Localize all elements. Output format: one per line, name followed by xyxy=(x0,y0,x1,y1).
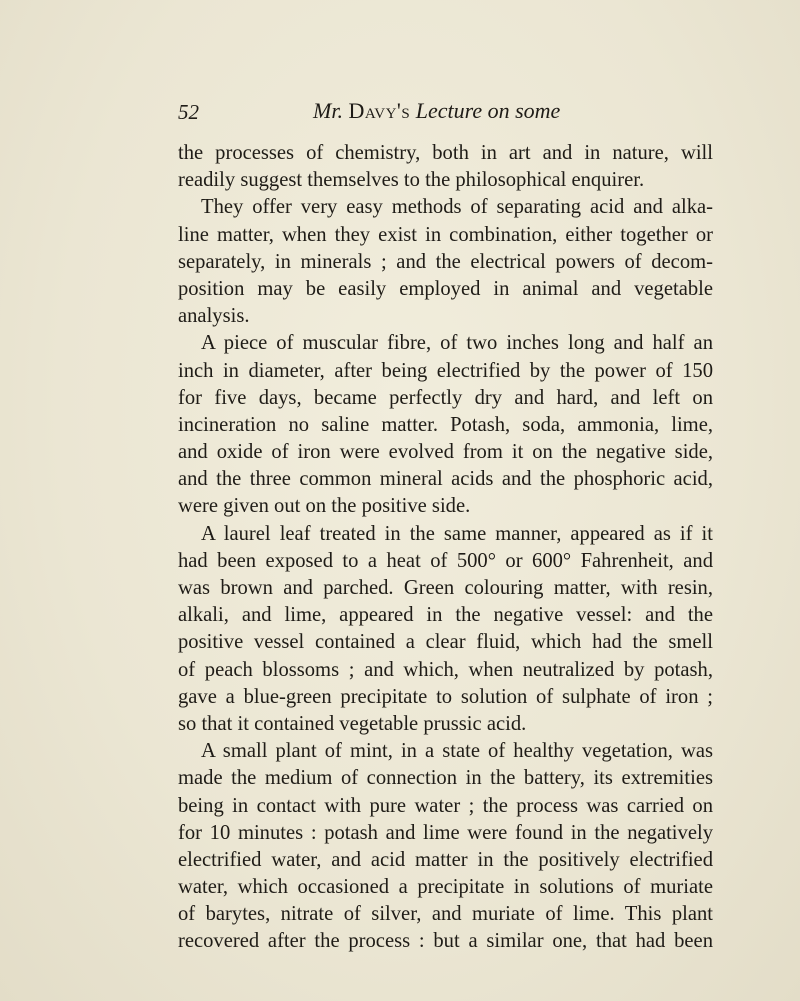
text-line: was brown and parched. Green colouring matter, with resin, xyxy=(178,577,713,599)
running-head-name: Davy's xyxy=(348,98,411,123)
text-line: gave a blue-green precipitate to solution of sulphate of iron ; xyxy=(178,685,713,708)
running-head-prefix: Mr. xyxy=(313,98,343,123)
running-head xyxy=(313,98,560,124)
text-line: separately, in minerals ; and the electrical powers of decom- xyxy=(178,250,713,273)
text-line: of barytes, nitrate of silver, and muriate of lime. This plant xyxy=(178,903,713,926)
text-line: A laurel leaf treated in the same manner, appeared as if it xyxy=(201,522,713,545)
text-line: alkali, and lime, appeared in the negative vessel: and the xyxy=(178,604,713,627)
text-line: so that it contained vegetable prussic acid. xyxy=(178,712,527,735)
running-head-rest: Lecture on some xyxy=(415,98,561,123)
text-line: were given out on the positive side. xyxy=(178,495,471,518)
page-number: 52 xyxy=(178,100,199,124)
text-line: water, which occasioned a precipitate in solutions of muriate xyxy=(178,876,713,899)
text-line: inch in diameter, after being electrified by the power of 150 xyxy=(178,359,713,382)
text-line: position may be easily employed in animal and vegetable xyxy=(178,277,713,300)
page-header xyxy=(178,96,648,126)
body-text xyxy=(178,140,713,956)
text-line: for five days, became perfectly dry and hard, and left on xyxy=(178,386,713,409)
text-line: and oxide of iron were evolved from it on the negative side, xyxy=(178,441,713,464)
text-line: incineration no saline matter. Potash, soda, ammonia, lime, xyxy=(178,413,713,436)
text-line: positive vessel contained a clear fluid, which had the smell xyxy=(178,631,713,654)
text-line: had been exposed to a heat of 500° or 600° Fahrenheit, and xyxy=(178,549,713,572)
text-line: made the medium of connection in the battery, its extremities xyxy=(178,767,713,790)
text-line: They offer very easy methods of separating acid and alka- xyxy=(201,196,713,219)
text-line: A piece of muscular fibre, of two inches long and half an xyxy=(201,332,713,355)
text-line: analysis. xyxy=(178,305,250,328)
text-line: the processes of chemistry, both in art and in nature, will xyxy=(178,142,713,164)
text-line: electrified water, and acid matter in the positively electrified xyxy=(178,848,713,871)
text-line: and the three common mineral acids and the phosphoric acid, xyxy=(178,468,713,491)
text-line: A small plant of mint, in a state of healthy vegetation, was xyxy=(201,740,713,763)
text-line: recovered after the process : but a similar one, that had been xyxy=(178,930,713,953)
text-line: of peach blossoms ; and which, when neutralized by potash, xyxy=(178,658,713,681)
text-line: readily suggest themselves to the philosophical enquirer. xyxy=(178,169,645,192)
text-line: being in contact with pure water ; the process was carried on xyxy=(178,794,713,817)
text-line: for 10 minutes : potash and lime were found in the negatively xyxy=(178,821,713,844)
text-line: line matter, when they exist in combination, either together or xyxy=(178,223,713,246)
